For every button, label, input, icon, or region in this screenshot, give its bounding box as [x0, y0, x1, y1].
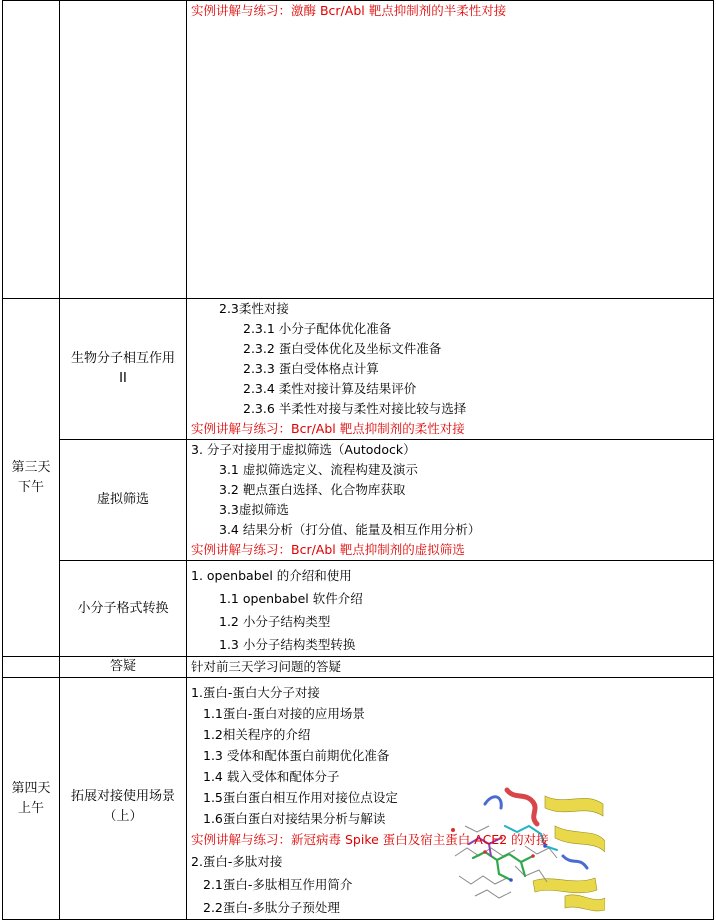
topic-cell: [60, 657, 187, 678]
list-item: 2.3.4 柔性对接计算及结果评价: [243, 381, 417, 396]
topic-cell: [60, 561, 187, 657]
exercise-line: 实例讲解与练习：激酶 Bcr/Abl 靶点抑制剂的半柔性对接: [191, 3, 507, 18]
topic-title: 生物分子相互作用 II: [70, 351, 175, 386]
table-row: [3, 657, 714, 678]
topic-cell: [60, 440, 187, 561]
topic-subtitle: （上）: [103, 808, 143, 824]
table-row: [3, 440, 714, 561]
table-row: [3, 1, 714, 299]
table-row: [3, 678, 714, 920]
list-item: 2.3.3 蛋白受体格点计算: [243, 361, 379, 376]
list-item: 2.3.1 小分子配体优化准备: [243, 321, 392, 336]
day-cell-empty: [3, 657, 60, 678]
topic-title: 答疑: [109, 659, 136, 674]
list-item: 2.3.2 蛋白受体优化及坐标文件准备: [243, 341, 442, 356]
list-item: 3.4 结果分析（打分值、能量及相互作用分析）: [219, 522, 481, 537]
list-item: 3.3虚拟筛选: [219, 502, 289, 517]
topic-cell: [60, 678, 187, 920]
list-item: 1.6蛋白蛋白对接结果分析与解读: [203, 811, 386, 826]
list-item: 1.2 小分子结构类型: [219, 614, 331, 629]
exercise-line: 实例讲解与练习：Bcr/Abl 靶点抑制剂的虚拟筛选: [191, 542, 465, 557]
list-item: 1.1蛋白-蛋白对接的应用场景: [203, 706, 365, 721]
list-item: 1.2相关程序的介绍: [203, 727, 311, 742]
molecule-structure-image: [445, 786, 605, 914]
topic-title: 拓展对接使用场景: [70, 788, 175, 804]
list-item: 1.4 载入受体和配体分子: [203, 769, 340, 784]
protein-ribbon-icon: [445, 786, 605, 914]
list-item: 3.2 靶点蛋白选择、化合物库获取: [219, 482, 406, 497]
table-row: [3, 299, 714, 440]
list-item: 2.2蛋白-多肽分子预处理: [203, 900, 340, 915]
section-heading: 3. 分子对接用于虚拟筛选（Autodock）: [191, 442, 416, 457]
day-label: 第四天: [11, 780, 51, 796]
topic-title: 小分子格式转换: [77, 600, 169, 616]
time-label: 上午: [17, 800, 44, 816]
list-item: 3.1 虚拟筛选定义、流程构建及演示: [219, 462, 418, 477]
topic-cell: [60, 299, 187, 440]
content-cell: [187, 299, 714, 440]
section-heading: 1. openbabel 的介绍和使用: [191, 568, 352, 583]
list-item: 1.1 openbabel 软件介绍: [219, 591, 363, 606]
content-cell: [187, 1, 714, 299]
content-cell: [187, 561, 714, 657]
list-item: 1.5蛋白蛋白相互作用对接位点设定: [203, 790, 398, 805]
list-item: 1.3 受体和配体蛋白前期优化准备: [203, 748, 390, 763]
day-label-cell: [3, 299, 60, 657]
section-heading: 2.3柔性对接: [219, 301, 289, 316]
schedule-table: [2, 0, 714, 920]
day-label-cell: [3, 678, 60, 920]
time-label: 下午: [17, 479, 44, 495]
content-cell: [187, 657, 714, 678]
table-row: [3, 561, 714, 657]
qa-line: 针对前三天学习问题的答疑: [191, 659, 342, 674]
topic-title: 虚拟筛选: [96, 492, 149, 507]
topic-cell-empty: [60, 1, 187, 299]
section-heading: 1.蛋白-蛋白大分子对接: [191, 685, 320, 700]
content-cell: [187, 440, 714, 561]
day-cell-empty: [3, 1, 60, 299]
exercise-line: 实例讲解与练习：新冠病毒 Spike 蛋白及宿主蛋白 ACE2 的对接: [191, 832, 549, 847]
list-item: 2.1蛋白-多肽相互作用简介: [203, 877, 353, 892]
section-heading: 2.蛋白-多肽对接: [191, 854, 283, 869]
exercise-line: 实例讲解与练习：Bcr/Abl 靶点抑制剂的柔性对接: [191, 421, 465, 436]
list-item: 2.3.6 半柔性对接与柔性对接比较与选择: [243, 401, 467, 416]
day-label: 第三天: [11, 459, 51, 475]
list-item: 1.3 小分子结构类型转换: [219, 637, 356, 652]
